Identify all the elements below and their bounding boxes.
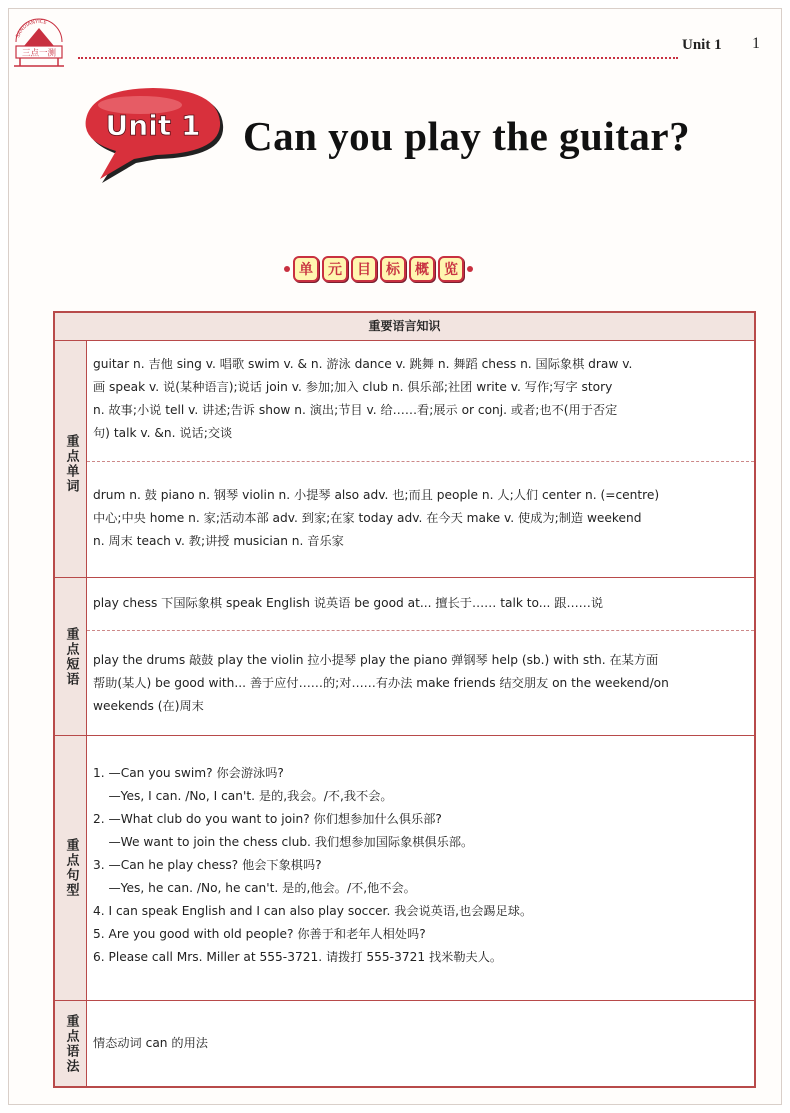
words-cell-1 xyxy=(93,353,753,445)
text-line: —Yes, I can. /No, I can't. 是的,我会。/不,我不会。 xyxy=(93,789,393,803)
unit-badge-text: Unit 1 xyxy=(105,109,201,142)
text-line: n. 周末 teach v. 教;讲授 musician n. 音乐家 xyxy=(93,534,344,548)
banner-char: 概 xyxy=(409,256,435,282)
text-line: 帮助(某人) be good with... 善于应付……的;对……有办法 make friends 结交朋友 on the weekend/on xyxy=(93,676,669,690)
text-line: 3. —Can he play chess? 他会下象棋吗? xyxy=(93,858,322,872)
section-divider xyxy=(55,1000,754,1001)
page-title: Can you play the guitar? xyxy=(243,113,691,159)
text-line: guitar n. 吉他 sing v. 唱歌 swim v. & n. 游泳 dance v. 跳舞 n. 舞蹈 chess n. 国际象棋 draw v. xyxy=(93,357,633,371)
text-line: 1. —Can you swim? 你会游泳吗? xyxy=(93,766,284,780)
phrases-cell-2 xyxy=(93,649,753,718)
section-label-words xyxy=(55,341,87,587)
running-header-unit: Unit 1 xyxy=(682,37,722,53)
unit-badge-bubble xyxy=(80,85,230,195)
words-cell-2 xyxy=(93,484,753,553)
text-line: —Yes, he can. /No, he can't. 是的,他会。/不,他不会。 xyxy=(93,881,416,895)
knowledge-table xyxy=(53,311,756,1088)
banner-char: 览 xyxy=(438,256,464,282)
text-line: 2. —What club do you want to join? 你们想参加什么俱乐部? xyxy=(93,812,442,826)
banner-dot xyxy=(467,266,473,272)
text-line: 画 speak v. 说(某种语言);说话 join v. 参加;加入 club n. 俱乐部;社团 write v. 写作;写字 story xyxy=(93,380,613,394)
phrases-cell-1 xyxy=(93,592,753,615)
sentences-cell xyxy=(93,762,753,969)
text-line: drum n. 鼓 piano n. 钢琴 violin n. 小提琴 also adv. 也;而且 people n. 人;人们 center n. (=centre) xyxy=(93,488,660,502)
header-divider xyxy=(78,57,678,59)
page-number: 1 xyxy=(752,35,760,52)
text-line: play the drums 敲鼓 play the violin 拉小提琴 play the piano 弹钢琴 help (sb.) with sth. 在某方面 xyxy=(93,653,659,667)
section-label-text: 重点语法 xyxy=(63,1013,79,1074)
section-label-phrases xyxy=(55,578,87,735)
text-line: play chess 下国际象棋 speak English 说英语 be good at... 擅长于…… talk to... 跟……说 xyxy=(93,596,604,610)
banner-dot xyxy=(284,266,290,272)
text-line: 5. Are you good with old people? 你善于和老年人相处吗? xyxy=(93,927,426,941)
logo-arc-text: SANDIANYICE xyxy=(15,18,48,39)
text-line: —We want to join the chess club. 我们想参加国际象棋俱乐部。 xyxy=(93,835,474,849)
section-label-grammar xyxy=(55,1001,87,1086)
grammar-cell xyxy=(93,1032,753,1055)
section-label-text: 重点单词 xyxy=(63,434,79,494)
banner-char: 标 xyxy=(380,256,406,282)
publisher-logo xyxy=(10,14,68,70)
text-line: 6. Please call Mrs. Miller at 555-3721. 请拨打 555-3721 找米勒夫人。 xyxy=(93,950,503,964)
section-label-sentences xyxy=(55,736,87,1000)
banner-char: 目 xyxy=(351,256,377,282)
row-divider xyxy=(87,461,754,462)
text-line: n. 故事;小说 tell v. 讲述;告诉 show n. 演出;节目 v. 给……看;展示 or conj. 或者;也不(用于否定 xyxy=(93,403,618,417)
row-divider xyxy=(87,630,754,631)
text-line: 句) talk v. &n. 说话;交谈 xyxy=(93,426,233,440)
banner-char: 元 xyxy=(322,256,348,282)
text-line: 4. I can speak English and I can also play soccer. 我会说英语,也会踢足球。 xyxy=(93,904,533,918)
section-label-text: 重点句型 xyxy=(63,838,79,898)
text-line: 中心;中央 home n. 家;活动本部 adv. 到家;在家 today adv. 在今天 make v. 使成为;制造 weekend xyxy=(93,511,642,525)
table-heading: 重要语言知识 xyxy=(55,313,754,341)
text-line: weekends (在)周末 xyxy=(93,699,204,713)
section-banner xyxy=(284,256,473,282)
section-divider xyxy=(55,735,754,736)
section-label-text: 重点短语 xyxy=(63,626,79,687)
section-divider xyxy=(55,577,754,578)
banner-char: 单 xyxy=(293,256,319,282)
text-line: 情态动词 can 的用法 xyxy=(93,1036,208,1050)
logo-text: 三点一测 xyxy=(21,48,57,59)
